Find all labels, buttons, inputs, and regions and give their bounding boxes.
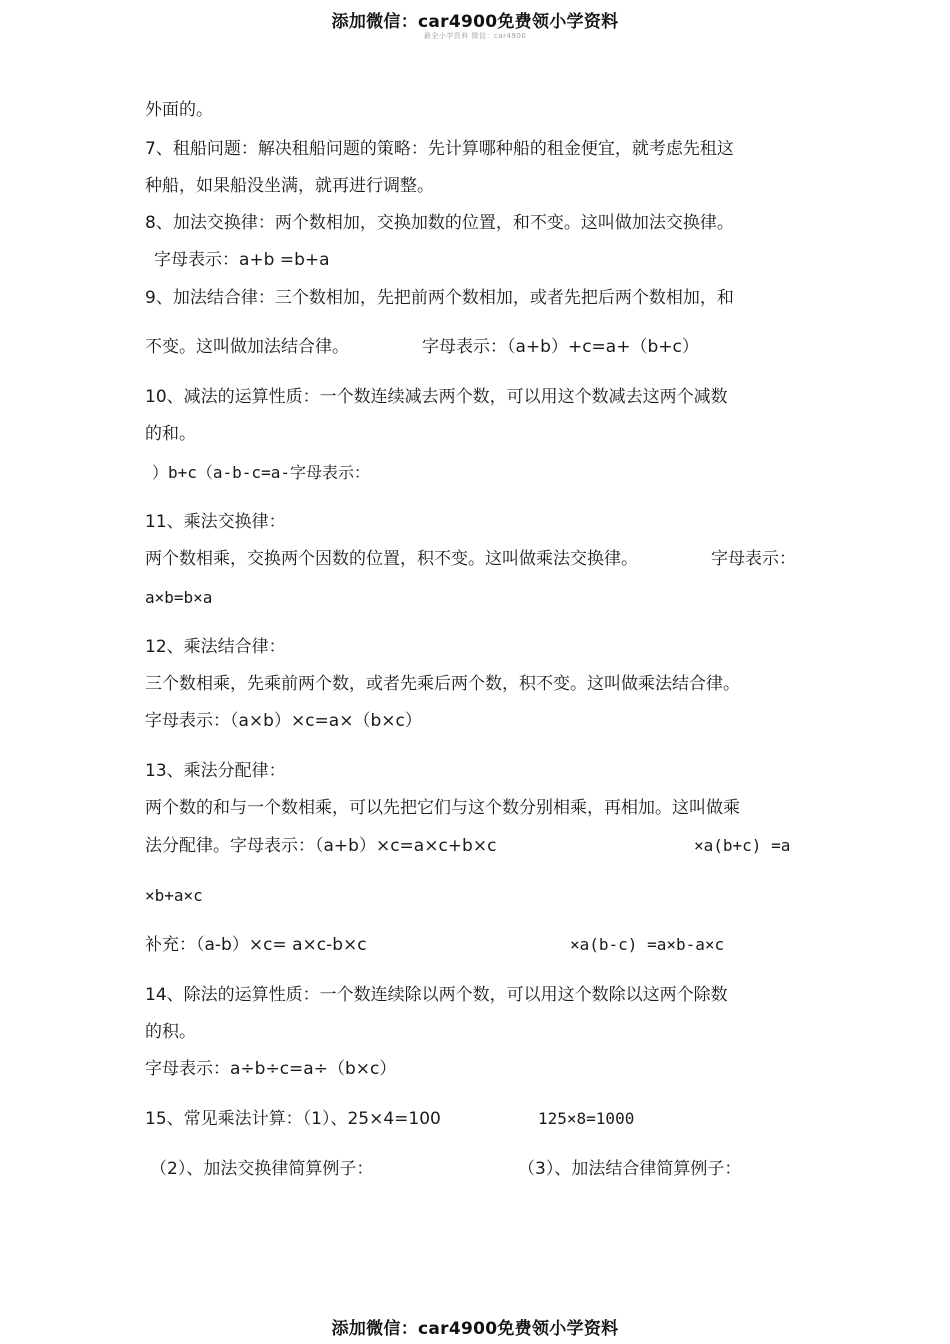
formula-text: ×a(b+c) =a: [694, 836, 791, 855]
text-line: 两个数相乘，交换两个因数的位置，积不变。这叫做乘法交换律。: [145, 549, 638, 569]
text-line: （2）、加法交换律简算例子：: [150, 1159, 374, 1179]
text-line: 8、加法交换律：两个数相加，交换加数的位置，和不变。这叫做加法交换律。: [145, 213, 734, 233]
section-heading: 11、乘法交换律：: [145, 512, 286, 532]
header-subline: 最全小学资料 微信：car4900: [423, 32, 527, 40]
formula-text: 125×8=1000: [538, 1109, 635, 1128]
formula-text: ×b+a×c: [145, 886, 203, 905]
footer-banner: 添加微信：car4900免费领小学资料: [331, 1319, 619, 1339]
header-banner: 添加微信：car4900免费领小学资料: [331, 12, 619, 32]
text-line: 法分配律。字母表示：（a+b）×c=a×c+b×c: [145, 836, 497, 856]
text-line: （3）、加法结合律简算例子：: [518, 1159, 742, 1179]
text-line: 补充：（a-b）×c= a×c-b×c: [145, 935, 367, 955]
text-line: 外面的。: [145, 100, 213, 120]
text-line: 15、常见乘法计算：（1）、25×4=100: [145, 1109, 441, 1129]
text-line: 字母表示：a+b =b+a: [154, 250, 330, 270]
formula-text: 字母表示：（a+b）+c=a+（b+c）: [422, 337, 699, 357]
text-line: 种船，如果船没坐满，就再进行调整。: [145, 176, 434, 196]
text-line: 10、减法的运算性质：一个数连续减去两个数，可以用这个数减去这两个减数: [145, 387, 728, 407]
text-line: 7、租船问题：解决租船问题的策略：先计算哪种船的租金便宜，就考虑先租这: [145, 139, 734, 159]
text-line: 14、除法的运算性质：一个数连续除以两个数，可以用这个数除以这两个除数: [145, 985, 728, 1005]
formula-label: 字母表示：: [711, 549, 796, 569]
formula-text: 字母表示：（a×b）×c=a×（b×c）: [145, 711, 422, 731]
section-heading: 12、乘法结合律：: [145, 637, 286, 657]
text-line: 不变。这叫做加法结合律。: [145, 337, 349, 357]
text-line: 的和。: [145, 424, 196, 444]
section-heading: 13、乘法分配律：: [145, 761, 286, 781]
formula-text: 字母表示：a÷b÷c=a÷（b×c）: [145, 1059, 397, 1079]
text-line: ）b+c（a-b-c=a-字母表示：: [152, 463, 370, 482]
text-line: 的积。: [145, 1022, 196, 1042]
text-line: 9、加法结合律：三个数相加，先把前两个数相加，或者先把后两个数相加，和: [145, 288, 734, 308]
text-line: 两个数的和与一个数相乘，可以先把它们与这个数分别相乘，再相加。这叫做乘: [145, 798, 740, 818]
text-line: 三个数相乘，先乘前两个数，或者先乘后两个数，积不变。这叫做乘法结合律。: [145, 674, 740, 694]
formula-text: ×a(b-c) =a×b-a×c: [570, 935, 725, 954]
formula-text: a×b=b×a: [145, 588, 213, 607]
